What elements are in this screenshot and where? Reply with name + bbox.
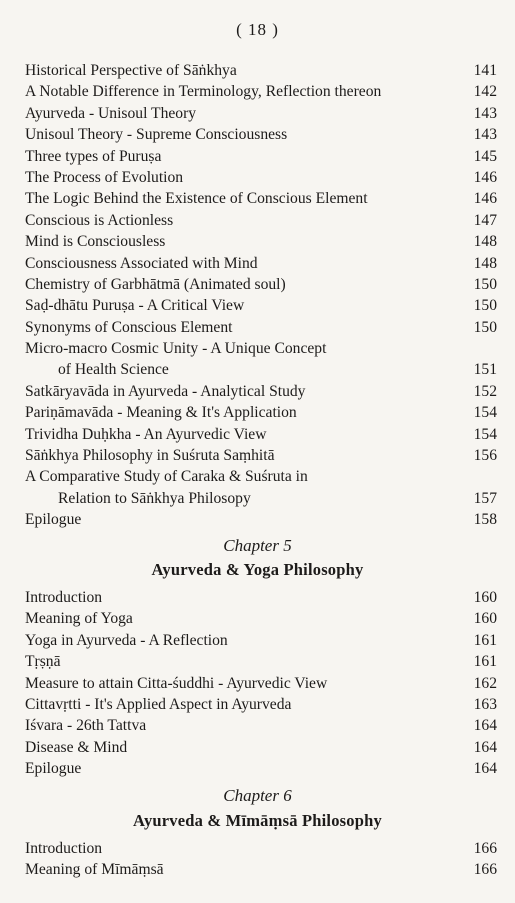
toc-entry-page: 158 — [473, 511, 497, 529]
toc-entry-title: Epilogue — [25, 760, 82, 778]
page-number: ( 18 ) — [236, 20, 279, 39]
toc-entry — [0, 146, 515, 167]
toc-entry-title: of Health Science — [58, 361, 169, 379]
toc-entry-title: Yoga in Ayurveda - A Reflection — [25, 631, 228, 649]
toc-entry — [0, 274, 515, 295]
toc-entry — [0, 587, 515, 608]
toc-entry — [0, 359, 515, 380]
toc-entry-page: 161 — [473, 653, 497, 671]
toc-entry-page: 146 — [473, 190, 497, 208]
toc-entry-title: Historical Perspective of Sāṅkhya — [25, 62, 237, 79]
toc-entry-title: Relation to Sāṅkhya Philosopy — [58, 489, 251, 507]
toc-entry-title: Pariṇāmavāda - Meaning & It's Application — [25, 404, 297, 422]
toc-entry-title: Synonyms of Conscious Element — [25, 318, 233, 336]
toc-entry-title: Meaning of Mīmāṃsā — [25, 861, 164, 879]
toc-entry — [0, 651, 515, 672]
toc-entry — [0, 445, 515, 466]
toc-entry — [0, 402, 515, 423]
toc-entry — [0, 715, 515, 736]
chapter-5-label: Chapter 5 — [223, 536, 292, 555]
chapter-6-title: Ayurveda & Mīmāṃsā Philosophy — [133, 811, 382, 830]
toc-entry — [0, 381, 515, 402]
toc-entry — [0, 466, 515, 487]
chapter-6-label: Chapter 6 — [223, 786, 292, 805]
toc-entry-page: 145 — [473, 147, 497, 165]
toc-entry — [0, 81, 515, 102]
toc-entry — [0, 124, 515, 145]
toc-entry — [0, 673, 515, 694]
toc-entry — [0, 758, 515, 779]
toc-chapter-5 — [0, 587, 515, 780]
toc-entry — [0, 188, 515, 209]
toc-entry-page: 150 — [473, 318, 497, 336]
toc-entry-title: Micro-macro Cosmic Unity - A Unique Concept — [25, 340, 327, 358]
toc-entry — [0, 838, 515, 859]
toc-entry — [0, 737, 515, 758]
toc-entry-title: Sāṅkhya Philosophy in Suśruta Saṃhitā — [25, 447, 275, 465]
toc-entry-page: 166 — [473, 840, 497, 857]
toc-entry-page: 152 — [473, 382, 497, 400]
toc-entry — [0, 608, 515, 629]
toc-entry-title: Saḍ-dhātu Puruṣa - A Critical View — [25, 297, 245, 315]
toc-entry-page: 157 — [473, 489, 497, 507]
toc-entry-page: 164 — [473, 738, 497, 756]
toc-entry-page: 154 — [473, 404, 497, 422]
toc-entry-page: 147 — [473, 211, 497, 229]
toc-entry-title: Conscious is Actionless — [25, 211, 174, 229]
toc-entry-page: 163 — [473, 695, 497, 713]
toc-entry — [0, 210, 515, 231]
toc-entry-title: Introduction — [25, 840, 103, 857]
toc-entry — [0, 231, 515, 252]
toc-entry — [0, 424, 515, 445]
toc-entry-title: Trividha Duḥkha - An Ayurvedic View — [25, 425, 267, 443]
toc-entry-title: A Comparative Study of Caraka & Suśruta in — [25, 468, 308, 486]
toc-entry-page: 148 — [473, 233, 497, 251]
chapter-5-title: Ayurveda & Yoga Philosophy — [151, 560, 364, 579]
toc-entry-page: 143 — [473, 104, 497, 122]
toc-entry-title: Introduction — [25, 589, 103, 606]
toc-entry-page: 142 — [473, 83, 497, 101]
toc-entry-page: 164 — [473, 760, 497, 778]
toc-entry-title: Consciousness Associated with Mind — [25, 254, 258, 272]
toc-entry-page: 160 — [473, 610, 497, 628]
toc-entry-page: 166 — [473, 861, 497, 879]
toc-entry-title: The Logic Behind the Existence of Conscious Element — [25, 190, 368, 208]
toc-entry — [0, 317, 515, 338]
toc-chapter-6 — [0, 838, 515, 881]
toc-entry-page: 162 — [473, 674, 497, 692]
toc-entry-page: 154 — [473, 425, 497, 443]
toc-entry — [0, 253, 515, 274]
toc-entry — [0, 859, 515, 880]
toc-entry-title: Epilogue — [25, 511, 82, 529]
toc-entry-page: 150 — [473, 275, 497, 293]
toc-entry-title: Cittavṛtti - It's Applied Aspect in Ayurveda — [25, 695, 292, 713]
toc-entry-page: 156 — [473, 447, 497, 465]
toc-entry — [0, 295, 515, 316]
toc-entry-title: Unisoul Theory - Supreme Consciousness — [25, 126, 288, 144]
toc-entry-page: 164 — [473, 717, 497, 735]
toc-entry-page: 146 — [473, 168, 497, 186]
toc-entry-title: Satkāryavāda in Ayurveda - Analytical Study — [25, 382, 306, 400]
toc-entry-page: 148 — [473, 254, 497, 272]
toc-entry-title: Iśvara - 26th Tattva — [25, 717, 147, 735]
toc-entry — [0, 60, 515, 81]
toc-entry-page: 151 — [473, 361, 497, 379]
toc-entry-title: Disease & Mind — [25, 738, 128, 756]
toc-entry — [0, 694, 515, 715]
toc-entry-title: A Notable Difference in Terminology, Reflection thereon — [25, 83, 382, 101]
toc-entry — [0, 167, 515, 188]
toc-entry-page: 150 — [473, 297, 497, 315]
toc-entry-title: Measure to attain Citta-śuddhi - Ayurvedic View — [25, 674, 328, 692]
toc-entry-title: Meaning of Yoga — [25, 610, 133, 628]
toc-entry-title: Chemistry of Garbhātmā (Animated soul) — [25, 275, 286, 293]
toc-entry-title: Ayurveda - Unisoul Theory — [25, 104, 197, 122]
toc-entry-title: The Process of Evolution — [25, 168, 184, 186]
toc-entry — [0, 488, 515, 509]
toc-entry-page: 161 — [473, 631, 497, 649]
toc-entry — [0, 509, 515, 530]
toc-entry — [0, 103, 515, 124]
toc-entry-title: Three types of Puruṣa — [25, 147, 162, 165]
toc-entry — [0, 630, 515, 651]
toc-entry-page: 143 — [473, 126, 497, 144]
toc-entry-title: Mind is Consciousless — [25, 233, 166, 251]
toc-section-a — [0, 60, 515, 531]
toc-entry-page: 141 — [473, 62, 497, 79]
toc-entry-title: Tṛṣṇā — [25, 653, 61, 671]
toc-entry-page: 160 — [473, 589, 497, 606]
toc-entry — [0, 338, 515, 359]
